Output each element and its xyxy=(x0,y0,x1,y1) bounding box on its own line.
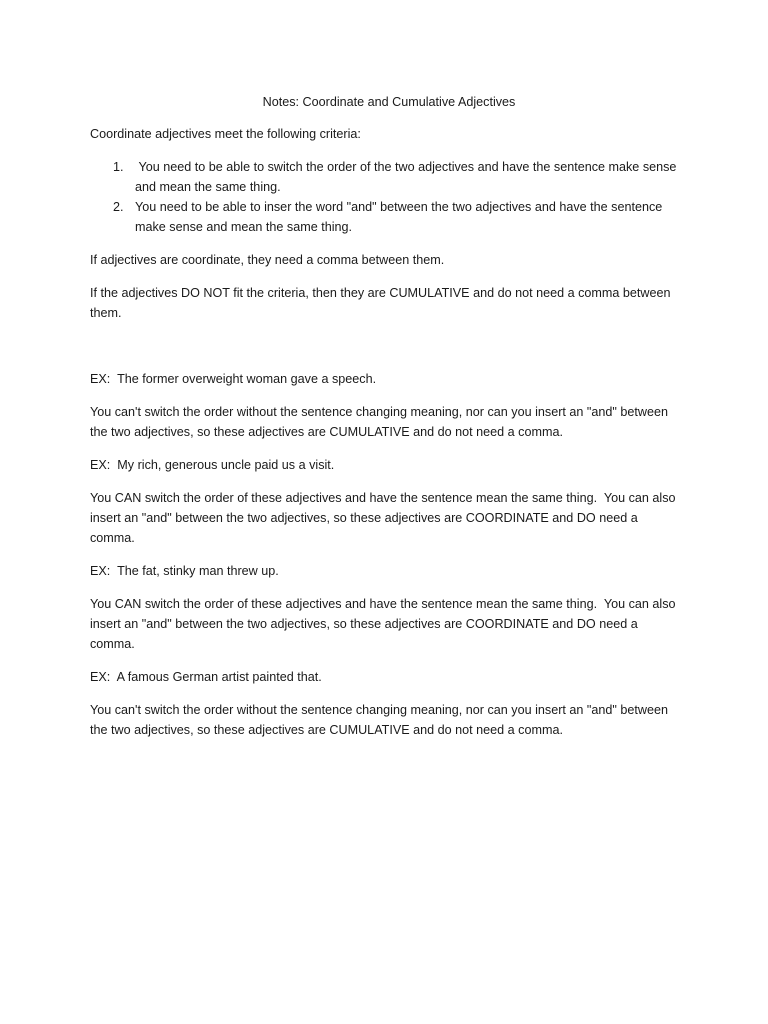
criteria-number: 2. xyxy=(113,200,124,214)
example-sentence: EX: The former overweight woman gave a speech. xyxy=(90,372,377,386)
document-body xyxy=(90,92,680,753)
example-sentence: EX: My rich, generous uncle paid us a visit. xyxy=(90,458,335,472)
section-spacer xyxy=(90,336,680,369)
example-explanation: You CAN switch the order of these adjectives and have the sentence mean the same thing. You can also insert an "and" between the two adjectives, so these adjectives are COORDINATE and DO need a comma. xyxy=(90,597,680,651)
criteria-number: 1. xyxy=(113,160,124,174)
rule-cumulative: If the adjectives DO NOT fit the criteria, then they are CUMULATIVE and do not need a comma between them. xyxy=(90,286,671,320)
criteria-text: You need to be able to inser the word "and" between the two adjectives and have the sentence make sense and mean the same thing. xyxy=(135,200,663,234)
criteria-text: You need to be able to switch the order of the two adjectives and have the sentence make sense and mean the same thing. xyxy=(135,160,680,194)
rule-coordinate: If adjectives are coordinate, they need a comma between them. xyxy=(90,253,445,267)
criteria-list xyxy=(90,157,680,237)
criteria-item xyxy=(90,157,680,197)
criteria-item xyxy=(90,197,680,237)
intro-paragraph: Coordinate adjectives meet the following criteria: xyxy=(90,127,361,141)
example-explanation: You can't switch the order without the sentence changing meaning, nor can you insert an "and" between the two adjectives, so these adjectives are CUMULATIVE and do not need a comma. xyxy=(90,405,668,439)
example-explanation: You can't switch the order without the sentence changing meaning, nor can you insert an "and" between the two adjectives, so these adjectives are CUMULATIVE and do not need a comma. xyxy=(90,703,668,737)
document-title: Notes: Coordinate and Cumulative Adjectives xyxy=(262,95,516,109)
example-sentence: EX: A famous German artist painted that. xyxy=(90,670,322,684)
example-explanation: You CAN switch the order of these adjectives and have the sentence mean the same thing. You can also insert an "and" between the two adjectives, so these adjectives are COORDINATE and DO need a comma. xyxy=(90,491,680,545)
example-sentence: EX: The fat, stinky man threw up. xyxy=(90,564,279,578)
